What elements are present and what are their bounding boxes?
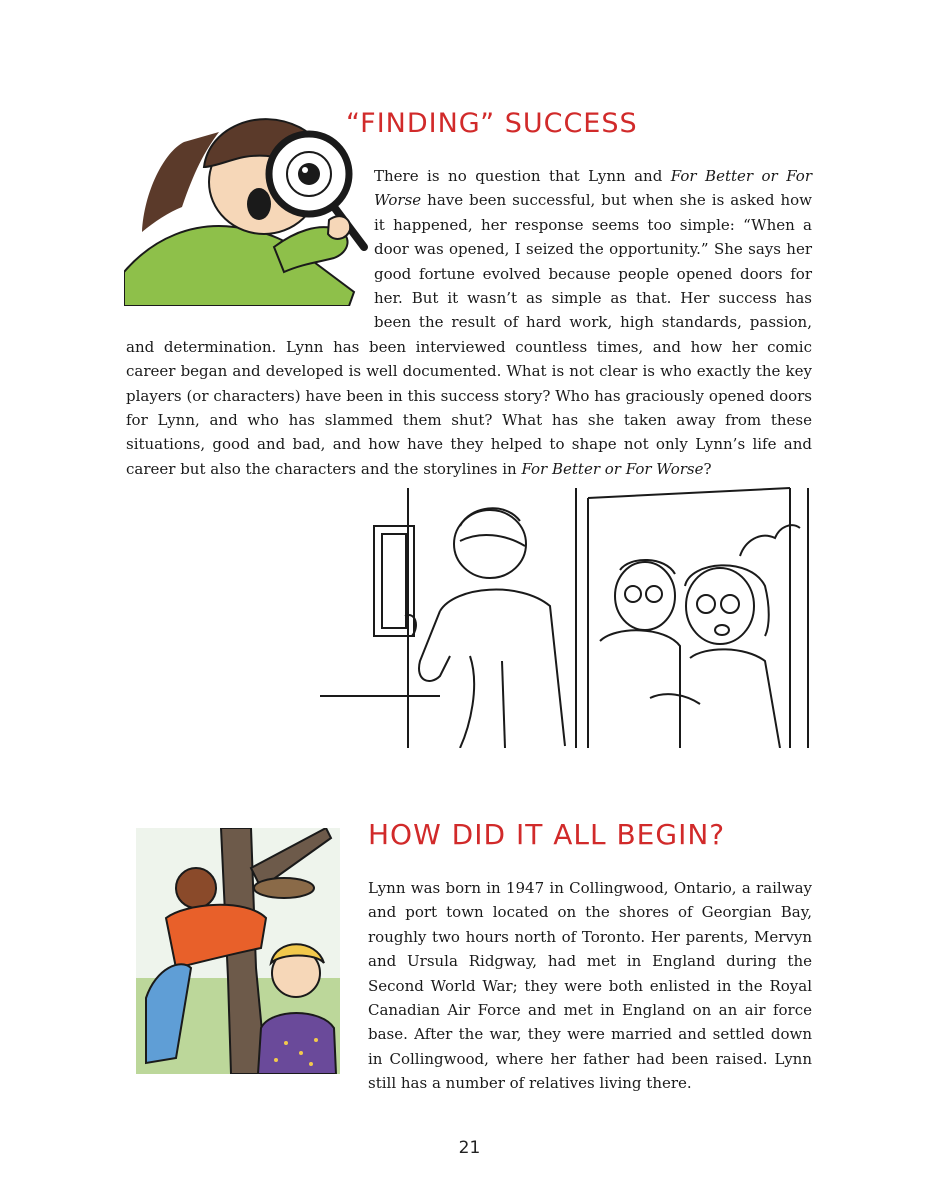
door-opening-comic-illustration bbox=[320, 486, 812, 748]
section1-paragraph bbox=[126, 164, 812, 481]
comic-title-italic: For Better or For Worse bbox=[374, 167, 812, 210]
children-climbing-tree-illustration bbox=[136, 828, 340, 1074]
paragraph-text: There is no question that Lynn and bbox=[374, 167, 671, 185]
text-wrap-spacer bbox=[126, 164, 374, 311]
comic-title-italic: For Better or For Worse bbox=[521, 459, 704, 478]
page-number: 21 bbox=[458, 1138, 481, 1158]
section-heading-how-did-it-all-begin: HOW DID IT ALL BEGIN? bbox=[368, 818, 726, 851]
paragraph-text: ? bbox=[703, 459, 712, 478]
section2-paragraph: Lynn was born in 1947 in Collingwood, Ontario, a railway and port town located on the shores of Georgian Bay, roughly two hours north of Toronto. Her parents, Mervyn and Ursula Ridgway, had met in England during the Second World War; they were both enlisted in the Royal Canadian Air Force and met in England on an air force base. After the war, they were married and settled down in Collingwood, where her father had been raised. Lynn still has a number of relatives living there. bbox=[368, 879, 812, 1093]
section-heading-finding-success: “FINDING” SUCCESS bbox=[346, 108, 638, 139]
paragraph-text: have been successful, but when she is asked how it happened, her response seems too simple: “When a door was opened, I seized the opportunity.” She says her good fortune evolved because people opened doors for her. But it wasn’t as simple as that. Her success has been the result of hard work, high standards, passion, and determination. Lynn has been interviewed countless times, and how her comic career began and developed is well documented. What is not clear is who exactly the key players (or characters) have been in this success story? Who has graciously opened doors for Lynn, and who has slammed them shut? What has she taken away from these situations, good and bad, and how have they helped to shape not only Lynn’s life and career but also the characters and the storylines in bbox=[126, 191, 812, 478]
